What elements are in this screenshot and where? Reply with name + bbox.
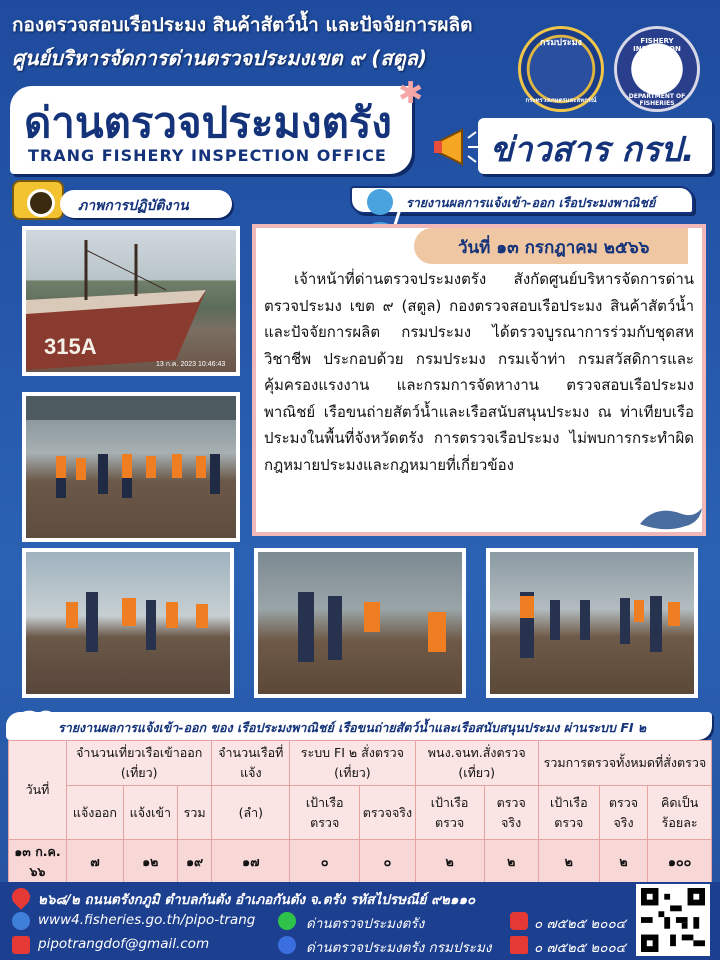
group-trips-header: จำนวนเที่ยวเรือเข้าออก (เที่ยว): [67, 741, 212, 786]
megaphone-icon: [432, 126, 480, 168]
fax-icon: [510, 936, 528, 954]
inspection-illustration-3: [490, 552, 694, 694]
article-body: เจ้าหน้าที่ด่านตรวจประมงตรัง สังกัดศูนย์บริหารจัดการด่านตรวจประมง เขต ๙ (สตูล) กองตรวจสอบเรือประมง สินค้าสัตว์น้ำ และปัจจัยการผลิต กรมประมง ได้ตรวจบูรณาการร่วมกับชุดสหวิชาชีพ ประกอบด้วย กรมประมง กรมเจ้าท่า กรมสวัสดิการและคุ้มครองแรงงาน และกรมการจัดหางาน ตรวจสอบเรือประมงพาณิชย์ เรือขนถ่ายสัตว์น้ำและเรือสนับสนุนประมง ณ ท่าเทียบเรือประมงในพื้นที่จังหวัดตรัง การตรวจเรือประมง ไม่พบการกระทำผิดกฎหมายประมงและกฎหมายที่เกี่ยวข้อง: [264, 270, 694, 474]
sub-header-cell: เป้าเรือตรวจ: [415, 786, 484, 840]
office-title-box: [10, 86, 412, 174]
article-date-tab: [414, 228, 688, 264]
email-icon: [12, 936, 30, 954]
sub-header-cell: ตรวจจริง: [360, 786, 415, 840]
sub-header-cell: (ลำ): [212, 786, 290, 840]
logo2-top-text: FISHERY INSPECTION: [633, 37, 681, 53]
sub-header-cell: เป้าเรือตรวจ: [290, 786, 360, 840]
article-date: วันที่ ๑๓ กรกฎาคม ๒๕๖๖: [458, 238, 650, 258]
fisheries-department-logo: [518, 26, 604, 112]
footer-website[interactable]: www4.fisheries.go.th/pipo-trang: [38, 912, 256, 928]
sub-header-cell: แจ้งเข้า: [123, 786, 177, 840]
logo1-subtext: กระทรวงเกษตรและสหกรณ์: [525, 97, 597, 104]
table-row: [9, 840, 712, 885]
boat-illustration: [26, 230, 236, 372]
table-cell: ๑๐๐: [648, 840, 712, 885]
table-header-row-2: [9, 786, 712, 840]
qr-code-pattern: [640, 888, 706, 952]
group-officer-header: พนง.จนท.สั่งตรวจ (เที่ยว): [415, 741, 538, 786]
photo-inspection-3: [486, 548, 698, 698]
photo-inspection-1: [22, 548, 234, 698]
table-heading-box: [6, 712, 712, 740]
sub-header-cell: แจ้งออก: [67, 786, 124, 840]
globe-icon: [12, 912, 30, 930]
header-line1: กองตรวจสอบเรือประมง สินค้าสัตว์น้ำ และปัจจัยการผลิต: [12, 14, 473, 36]
report-table: [8, 740, 712, 885]
row-date: ๑๓ ก.ค. ๖๖: [9, 840, 67, 885]
group-boats-header: จำนวนเรือที่แจ้ง: [212, 741, 290, 786]
office-title-thai: ด่านตรวจประมงตรัง: [24, 98, 392, 147]
footer-phone: ๐ ๗๕๒๕ ๒๐๐๔: [534, 916, 626, 932]
footer-facebook[interactable]: ด่านตรวจประมงตรัง กรมประมง: [306, 940, 492, 956]
fishery-inspection-logo: [614, 26, 700, 112]
footer-fax: ๐ ๗๕๒๕ ๒๐๐๔: [534, 940, 626, 956]
news-label-box: [478, 118, 712, 174]
col-date-header: วันที่: [9, 741, 67, 840]
photo-boat: [22, 226, 240, 376]
table-header-row-1: [9, 741, 712, 786]
group-total-header: รวมการตรวจทั้งหมดที่สั่งตรวจ: [538, 741, 711, 786]
team-illustration: [26, 396, 236, 538]
sub-header-cell: ตรวจจริง: [599, 786, 647, 840]
table-cell: ๐: [290, 840, 360, 885]
inspection-illustration-2: [258, 552, 462, 694]
footer-address: ๒๖๘/๒ ถนนตรังกภูมิ ตำบลกันตัง อำเภอกันตัง จ.ตรัง รหัสไปรษณีย์ ๙๒๑๑๐: [38, 892, 476, 908]
sub-header-cell: รวม: [177, 786, 212, 840]
table-cell: ๒: [415, 840, 484, 885]
photos-section-label: ภาพการปฏิบัติงาน: [78, 198, 189, 214]
table-cell: ๐: [360, 840, 415, 885]
inspection-illustration-1: [26, 552, 230, 694]
photo-timestamp: 13 ก.ค. 2023 10:46:43: [156, 361, 226, 368]
photos-section-label-box: [60, 190, 232, 218]
news-label: ข่าวสาร กรป.: [490, 130, 695, 170]
line-app-icon: [278, 912, 296, 930]
table-cell: ๒: [599, 840, 647, 885]
table-cell: ๗: [67, 840, 124, 885]
phone-icon: [510, 912, 528, 930]
report-section-label: รายงานผลการแจ้งเข้า-ออก เรือประมงพาณิชย์: [406, 195, 656, 210]
table-cell: ๑๙: [177, 840, 212, 885]
group-fi2-header: ระบบ FI ๒ สั่งตรวจ (เที่ยว): [290, 741, 415, 786]
table-cell: ๑๗: [212, 840, 290, 885]
starfish-icon: ✱: [398, 76, 424, 111]
logo1-text: กรมประมง: [540, 38, 582, 48]
boat-number: 315A: [44, 334, 97, 359]
table-heading: รายงานผลการแจ้งเข้า-ออก ของ เรือประมงพาณิชย์ เรือขนถ่ายสัตว์น้ำและเรือสนับสนุนประมง ผ่านระบบ FI ๒: [58, 720, 647, 735]
header-line2: ศูนย์บริหารจัดการด่านตรวจประมงเขต ๙ (สตูล): [12, 46, 427, 70]
camera-icon: [12, 180, 64, 220]
footer-line-id[interactable]: ด่านตรวจประมงตรัง: [306, 916, 425, 932]
photo-team-group: [22, 392, 240, 542]
qr-code[interactable]: [636, 884, 710, 956]
sub-header-cell: คิดเป็นร้อยละ: [648, 786, 712, 840]
whale-icon: [636, 494, 706, 540]
table-cell: ๒: [484, 840, 538, 885]
table-cell: ๒: [538, 840, 599, 885]
photo-inspection-2: [254, 548, 466, 698]
logo2-bottom-text: DEPARTMENT OF FISHERIES: [628, 93, 686, 107]
table-cell: ๑๒: [123, 840, 177, 885]
facebook-icon: [278, 936, 296, 954]
footer-email[interactable]: pipotrangdof@gmail.com: [38, 936, 210, 952]
office-title-english: TRANG FISHERY INSPECTION OFFICE: [28, 146, 387, 165]
sub-header-cell: ตรวจจริง: [484, 786, 538, 840]
sub-header-cell: เป้าเรือตรวจ: [538, 786, 599, 840]
